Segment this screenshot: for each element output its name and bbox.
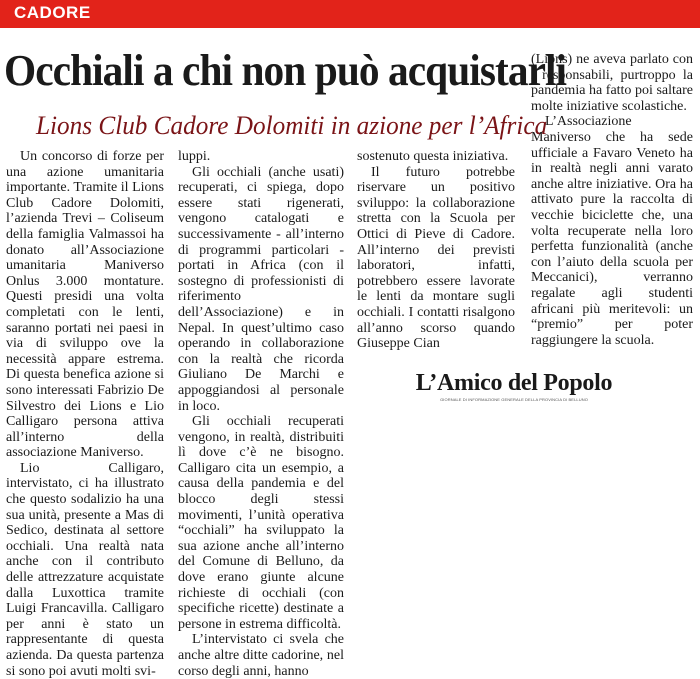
paragraph: luppi. <box>178 149 211 164</box>
newspaper-masthead <box>404 370 624 403</box>
paragraph: Il futuro potrebbe riservare un positivo sviluppo: la collaborazione stretta con la Scuola per Ottici di Pieve di Cadore. All’interno dei previsti laboratori, infatti, potrebbero essere lavorate le lenti da montare sugli occhiali. I contatti risalgono all’anno scorso quando Giuseppe Cian <box>357 164 515 352</box>
section-bar <box>0 0 700 28</box>
paragraph: Un concorso di forze per una azione umanitaria importante. Tramite il Lions Club Cadore Dolomiti, l’azienda Trevi – Coliseum della famiglia Valmassoi ha donato all’Associazione umanitaria Maniverso Onlus 3.000 montature. Questi presidi una volta completati con le lenti, saranno portati nei paesi in via di sviluppo ove la necessità appare estrema. Di questa benefica azione si sono interessati Fabrizio De Silvestro dei Lions e Lio Calligaro persona attiva all’interno della associazione Maniverso. <box>6 149 164 461</box>
article-column-2 <box>178 149 344 679</box>
subhead: Lions Club Cadore Dolomiti in azione per l’Africa <box>36 111 548 140</box>
paragraph: Gli occhiali (anche usati) recuperati, ci spiega, dopo essere stati rigenerati, vengono catalogati e successivamente - all’interno di programmi particolari - portati in Africa (con il sostegno di professionisti di riferimento dell’Associazione) e in Nepal. In quest’ultimo caso operando in collaborazione con la realtà che ricorda Giuliano De Marchi e appoggiandosi al personale in loco. <box>178 164 344 414</box>
paragraph: L’intervistato ci svela che anche altre ditte cadorine, nel corso degli anni, hanno <box>178 632 344 679</box>
paragraph: (Lions) ne aveva parlato con i responsabili, purtroppo la pandemia ha fatto poi saltare molte iniziative scolastiche. <box>531 52 693 114</box>
masthead-tagline: GIORNALE DI INFORMAZIONE GENERALE DELLA PROVINCIA DI BELLUNO <box>440 397 588 402</box>
paragraph: Lio Calligaro, intervistato, ci ha illustrato che questo sodalizio ha una sua unità, presente a Mas di Sedico, destinata al settore occhiali. Una realtà nata anche con il contributo delle attrezzature acquistate dalla Luxottica tramite Luigi Francavilla. Calligaro per anni è stato un rappresentante di questa azienda. Da questa partenza si sono poi avuti molti svi- <box>6 460 164 679</box>
paragraph: Gli occhiali recuperati vengono, in realtà, distribuiti lì dove c’è ne bisogno. Calligaro cita un esempio, a causa della pandemia e del blocco degli stessi movimenti, l’unità operativa “occhiali” ha sviluppato la sua azione anche all’interno del Comune di Belluno, da dove erano giunte alcune richieste di occhiali (con specifiche ricette) destinate a persone in estrema difficoltà. <box>178 414 344 632</box>
paragraph: sostenuto questa iniziativa. <box>357 149 509 164</box>
article-column-4 <box>531 52 693 348</box>
headline: Occhiali a chi non può acquistarli <box>4 46 567 95</box>
article-column-1 <box>6 149 164 679</box>
paragraph: L’Associazione Maniverso che ha sede ufficiale a Favaro Veneto ha in realtà negli anni varato anche altre iniziative. Ora ha attivato pure la raccolta di vecchie biciclette che, una volta recuperate nella loro perfetta funzionalità (anche con l’aiuto della scuola per Meccanici), verranno regalate agli studenti africani più meritevoli: un “premio” per poter raggiungere la scuola. <box>531 114 693 348</box>
masthead-name: L’Amico del Popolo <box>415 370 613 396</box>
article-column-3 <box>357 149 515 352</box>
section-label: CADORE <box>14 3 91 22</box>
